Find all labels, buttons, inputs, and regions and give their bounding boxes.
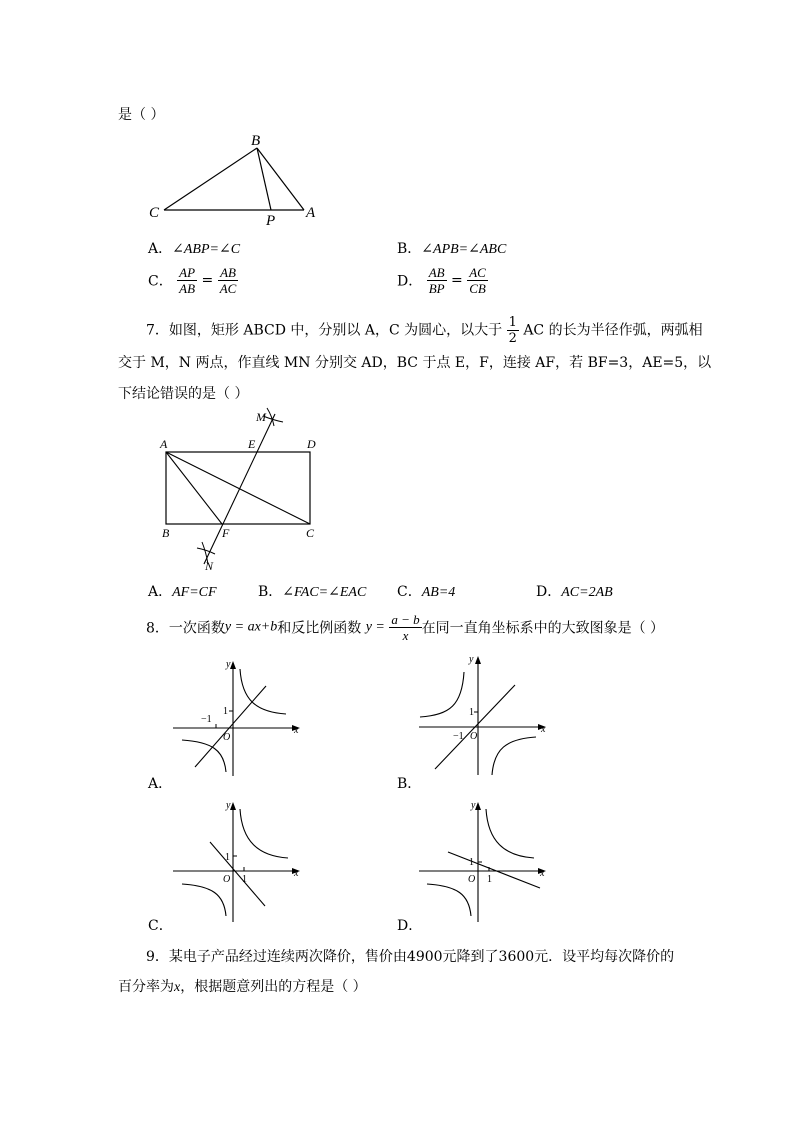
q9-line2-end: ，根据题意列出的方程是（ ） bbox=[180, 979, 367, 995]
label-x-1: 1 bbox=[242, 874, 247, 885]
option-text: ∠ABP=∠C bbox=[172, 242, 241, 257]
label-neg1: −1 bbox=[453, 731, 464, 742]
q7-line1 bbox=[146, 315, 703, 346]
label-A: A bbox=[306, 205, 316, 221]
linear-graph bbox=[195, 686, 266, 767]
option-letter: D． bbox=[536, 584, 562, 600]
equals-sign: = bbox=[451, 272, 463, 289]
hyperbola-branch-2 bbox=[427, 884, 471, 916]
label-B: B bbox=[162, 526, 170, 540]
y-axis-arrow bbox=[475, 656, 481, 664]
y-axis-arrow bbox=[475, 802, 481, 810]
fraction-ac-cb: $\frac{AC}{CB}$ bbox=[469, 265, 486, 296]
q7-line1-start: 7．如图，矩形 ABCD 中，分别以 A，C 为圆心，以大于 bbox=[146, 322, 503, 339]
q7-line1-end: AC 的长为半径作弧，两弧相 bbox=[523, 322, 703, 339]
segment-AF bbox=[166, 452, 222, 524]
hyperbola-branch-1 bbox=[420, 672, 464, 717]
segment-CB bbox=[164, 148, 257, 210]
label-P: P bbox=[266, 213, 276, 228]
option-text: AB=4 bbox=[421, 585, 456, 600]
label-F: F bbox=[222, 526, 230, 540]
q6-option-a[interactable] bbox=[148, 238, 240, 258]
hyperbola-branch-1 bbox=[486, 809, 534, 858]
label-O: O bbox=[223, 874, 231, 885]
fraction-a-minus-b-over-x: $\frac{a - b}{x}$ bbox=[391, 612, 420, 643]
q7-option-a[interactable] bbox=[148, 581, 217, 601]
q9-line2 bbox=[118, 976, 367, 996]
option-letter: D． bbox=[397, 273, 423, 290]
q9-line1: 9．某电子产品经过连续两次降价，售价由4900元降到了3600元．设平均每次降价的 bbox=[146, 949, 675, 965]
q7-line2: 交于 M，N 两点，作直线 MN 分别交 AD，BC 于点 E，F，连接 AF，若 BF=3，AE=5，以 bbox=[118, 355, 712, 371]
label-A: A bbox=[160, 437, 168, 451]
line-MN bbox=[204, 414, 275, 564]
label-O: O bbox=[223, 732, 231, 743]
variable-x: x bbox=[174, 980, 181, 995]
q8-graph-b bbox=[414, 650, 554, 778]
q6-tail-text: 是（ ） bbox=[118, 107, 165, 123]
q8-graph-a bbox=[168, 655, 308, 781]
option-letter: A． bbox=[148, 584, 173, 600]
q7-line3: 下结论错误的是（ ） bbox=[118, 386, 249, 402]
option-letter: C． bbox=[397, 584, 422, 600]
label-y: y bbox=[226, 659, 231, 670]
q6-option-d[interactable] bbox=[397, 265, 488, 296]
option-letter: C． bbox=[148, 273, 173, 290]
q6-triangle-figure bbox=[140, 128, 330, 228]
q8-stem-mid: 和反比例函数 bbox=[277, 620, 362, 637]
label-x-1: 1 bbox=[487, 874, 492, 885]
option-letter: B． bbox=[397, 241, 422, 257]
q7-option-d[interactable] bbox=[536, 581, 613, 601]
label-x: x bbox=[294, 868, 299, 879]
option-letter: A． bbox=[148, 241, 173, 257]
q8-stem-end: 在同一直角坐标系中的大致图象是（ ） bbox=[421, 620, 665, 637]
fraction-one-half: $\frac{1}{2}$ bbox=[508, 315, 517, 346]
inverse-function-lhs: y = bbox=[365, 619, 385, 635]
label-D: D bbox=[307, 437, 316, 451]
label-N: N bbox=[205, 559, 214, 573]
q8-option-c[interactable]: C． bbox=[148, 918, 173, 934]
label-M: M bbox=[256, 410, 266, 424]
hyperbola-branch-2 bbox=[182, 884, 226, 916]
q6-option-c[interactable] bbox=[148, 265, 238, 296]
label-O: O bbox=[468, 874, 476, 885]
label-neg1: −1 bbox=[201, 714, 212, 725]
option-letter: B． bbox=[258, 584, 283, 600]
linear-function: y = ax+b bbox=[224, 619, 278, 635]
q8-stem bbox=[146, 612, 664, 643]
label-1: 1 bbox=[225, 852, 230, 863]
option-text: ∠FAC=∠EAC bbox=[282, 585, 367, 600]
q8-option-d[interactable]: D． bbox=[397, 918, 423, 934]
label-C: C bbox=[149, 205, 160, 221]
label-B: B bbox=[251, 133, 261, 149]
label-C: C bbox=[306, 526, 315, 540]
q8-graph-d bbox=[414, 796, 554, 926]
label-y: y bbox=[226, 800, 231, 811]
label-E: E bbox=[248, 437, 256, 451]
label-x: x bbox=[541, 724, 546, 735]
diagonal-AC bbox=[166, 452, 310, 524]
fraction-ab-ac: $\frac{AB}{AC}$ bbox=[219, 265, 237, 296]
equals-sign: = bbox=[201, 272, 214, 289]
label-x: x bbox=[540, 868, 545, 879]
q7-rectangle-figure bbox=[155, 406, 330, 574]
label-y: y bbox=[471, 800, 476, 811]
fraction-ap-ab: $\frac{AP}{AB}$ bbox=[179, 265, 196, 296]
q8-stem-start: 8．一次函数 bbox=[146, 620, 225, 637]
option-text: ∠APB=∠ABC bbox=[421, 242, 507, 257]
label-y: y bbox=[469, 654, 474, 665]
option-text: AF=CF bbox=[172, 585, 217, 600]
q6-option-b[interactable] bbox=[397, 238, 506, 258]
q8-option-a[interactable]: A． bbox=[148, 776, 173, 792]
hyperbola-branch-1 bbox=[240, 809, 288, 858]
fraction-ab-bp: $\frac{AB}{BP}$ bbox=[428, 265, 445, 296]
label-1: 1 bbox=[469, 857, 474, 868]
q9-line2-start: 百分率为 bbox=[118, 979, 174, 995]
hyperbola-branch-2 bbox=[492, 737, 536, 775]
q8-graph-c bbox=[168, 796, 308, 926]
label-1: 1 bbox=[469, 707, 474, 718]
label-O: O bbox=[470, 731, 478, 742]
y-axis-arrow bbox=[230, 661, 236, 669]
q7-option-b[interactable] bbox=[258, 581, 366, 601]
y-axis-arrow bbox=[230, 802, 236, 810]
q7-option-c[interactable] bbox=[397, 581, 455, 601]
q8-option-b[interactable]: B． bbox=[397, 776, 422, 792]
label-x: x bbox=[294, 725, 299, 736]
label-1: 1 bbox=[223, 706, 228, 717]
option-text: AC=2AB bbox=[561, 585, 613, 600]
